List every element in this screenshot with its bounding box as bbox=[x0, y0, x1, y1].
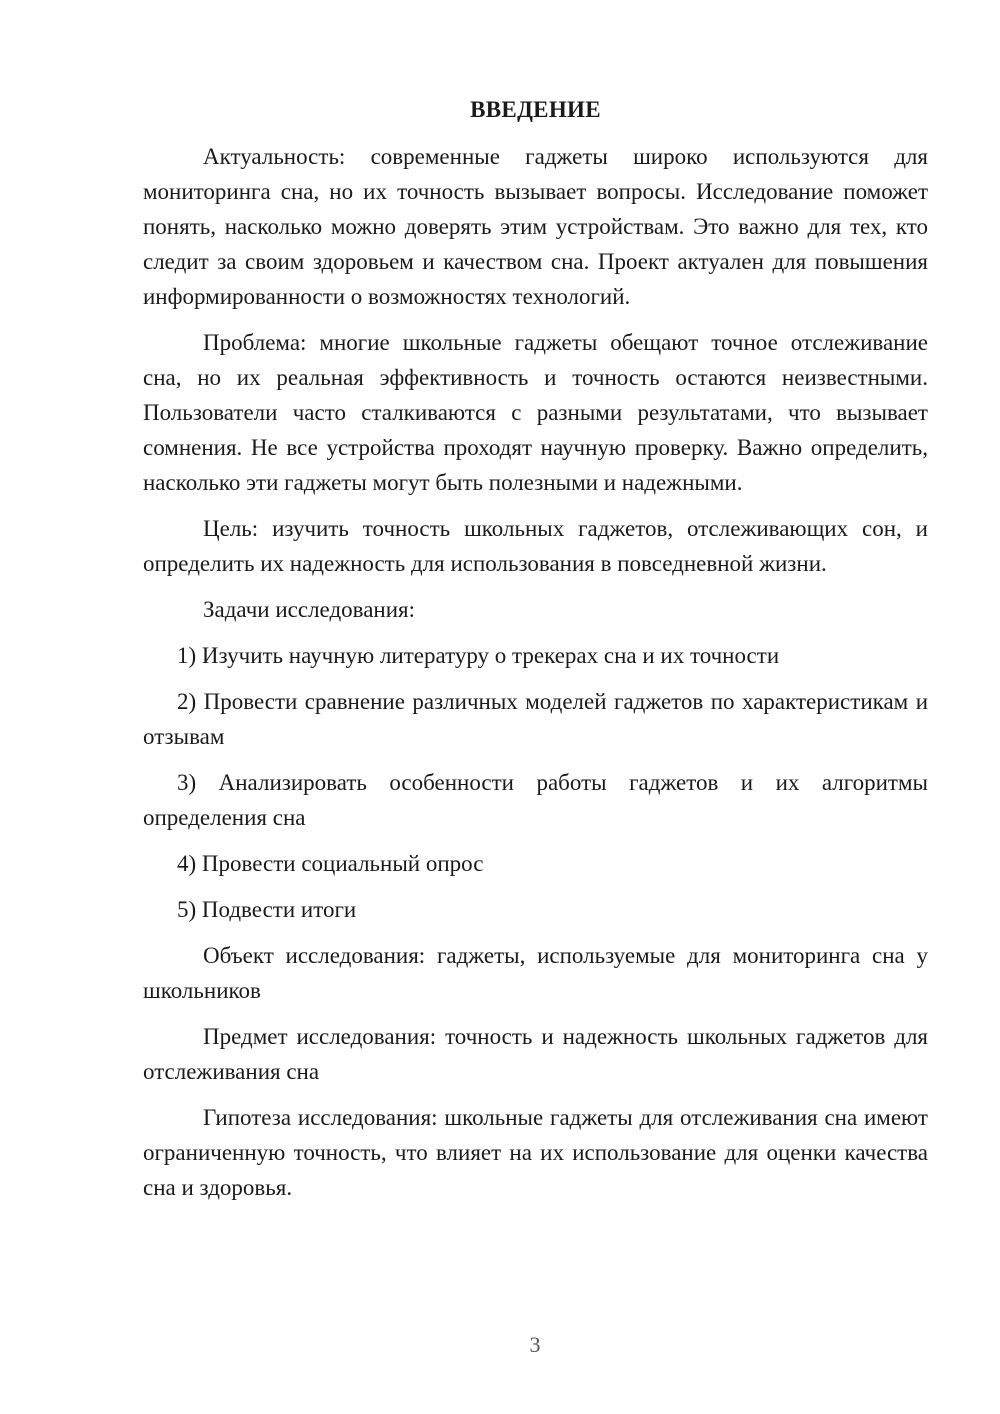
paragraph-goal: Цель: изучить точность школьных гаджетов, отслеживающих сон, и определить их надежность для использования в повседневной жизни. bbox=[143, 516, 928, 576]
task-item: 2) Провести сравнение различных моделей гаджетов по характеристикам и отзывам bbox=[143, 689, 928, 749]
page-content bbox=[143, 92, 928, 1216]
paragraph-object: Объект исследования: гаджеты, используемые для мониторинга сна у школьников bbox=[143, 943, 928, 1003]
paragraph-problem: Проблема: многие школьные гаджеты обещают точное отслеживание сна, но их реальная эффективность и точность остаются неизвестными. Пользователи часто сталкиваются с разными результатами, что вызывает сомнения. Не все устройства проходят научную проверку. Важно определить, насколько эти гаджеты могут быть полезными и надежными. bbox=[143, 330, 928, 495]
tasks-title: Задачи исследования: bbox=[203, 597, 416, 622]
task-item: 5) Подвести итоги bbox=[177, 897, 357, 922]
page-number: 3 bbox=[529, 1332, 541, 1357]
task-item: 3) Анализировать особенности работы гаджетов и их алгоритмы определения сна bbox=[143, 770, 928, 830]
task-item: 1) Изучить научную литературу о трекерах сна и их точности bbox=[177, 643, 780, 668]
page-title: ВВЕДЕНИЕ bbox=[470, 97, 601, 122]
task-item: 4) Провести социальный опрос bbox=[177, 851, 484, 876]
paragraph-hypothesis: Гипотеза исследования: школьные гаджеты для отслеживания сна имеют ограниченную точность, что влияет на их использование для оценки качества сна и здоровья. bbox=[143, 1105, 928, 1200]
paragraph-subject: Предмет исследования: точность и надежность школьных гаджетов для отслеживания сна bbox=[143, 1024, 928, 1084]
paragraph-relevance: Актуальность: современные гаджеты широко используются для мониторинга сна, но их точность вызывает вопросы. Исследование поможет понять, насколько можно доверять этим устройствам. Это важно для тех, кто следит за своим здоровьем и качеством сна. Проект актуален для повышения информированности о возможностях технологий. bbox=[143, 144, 928, 309]
